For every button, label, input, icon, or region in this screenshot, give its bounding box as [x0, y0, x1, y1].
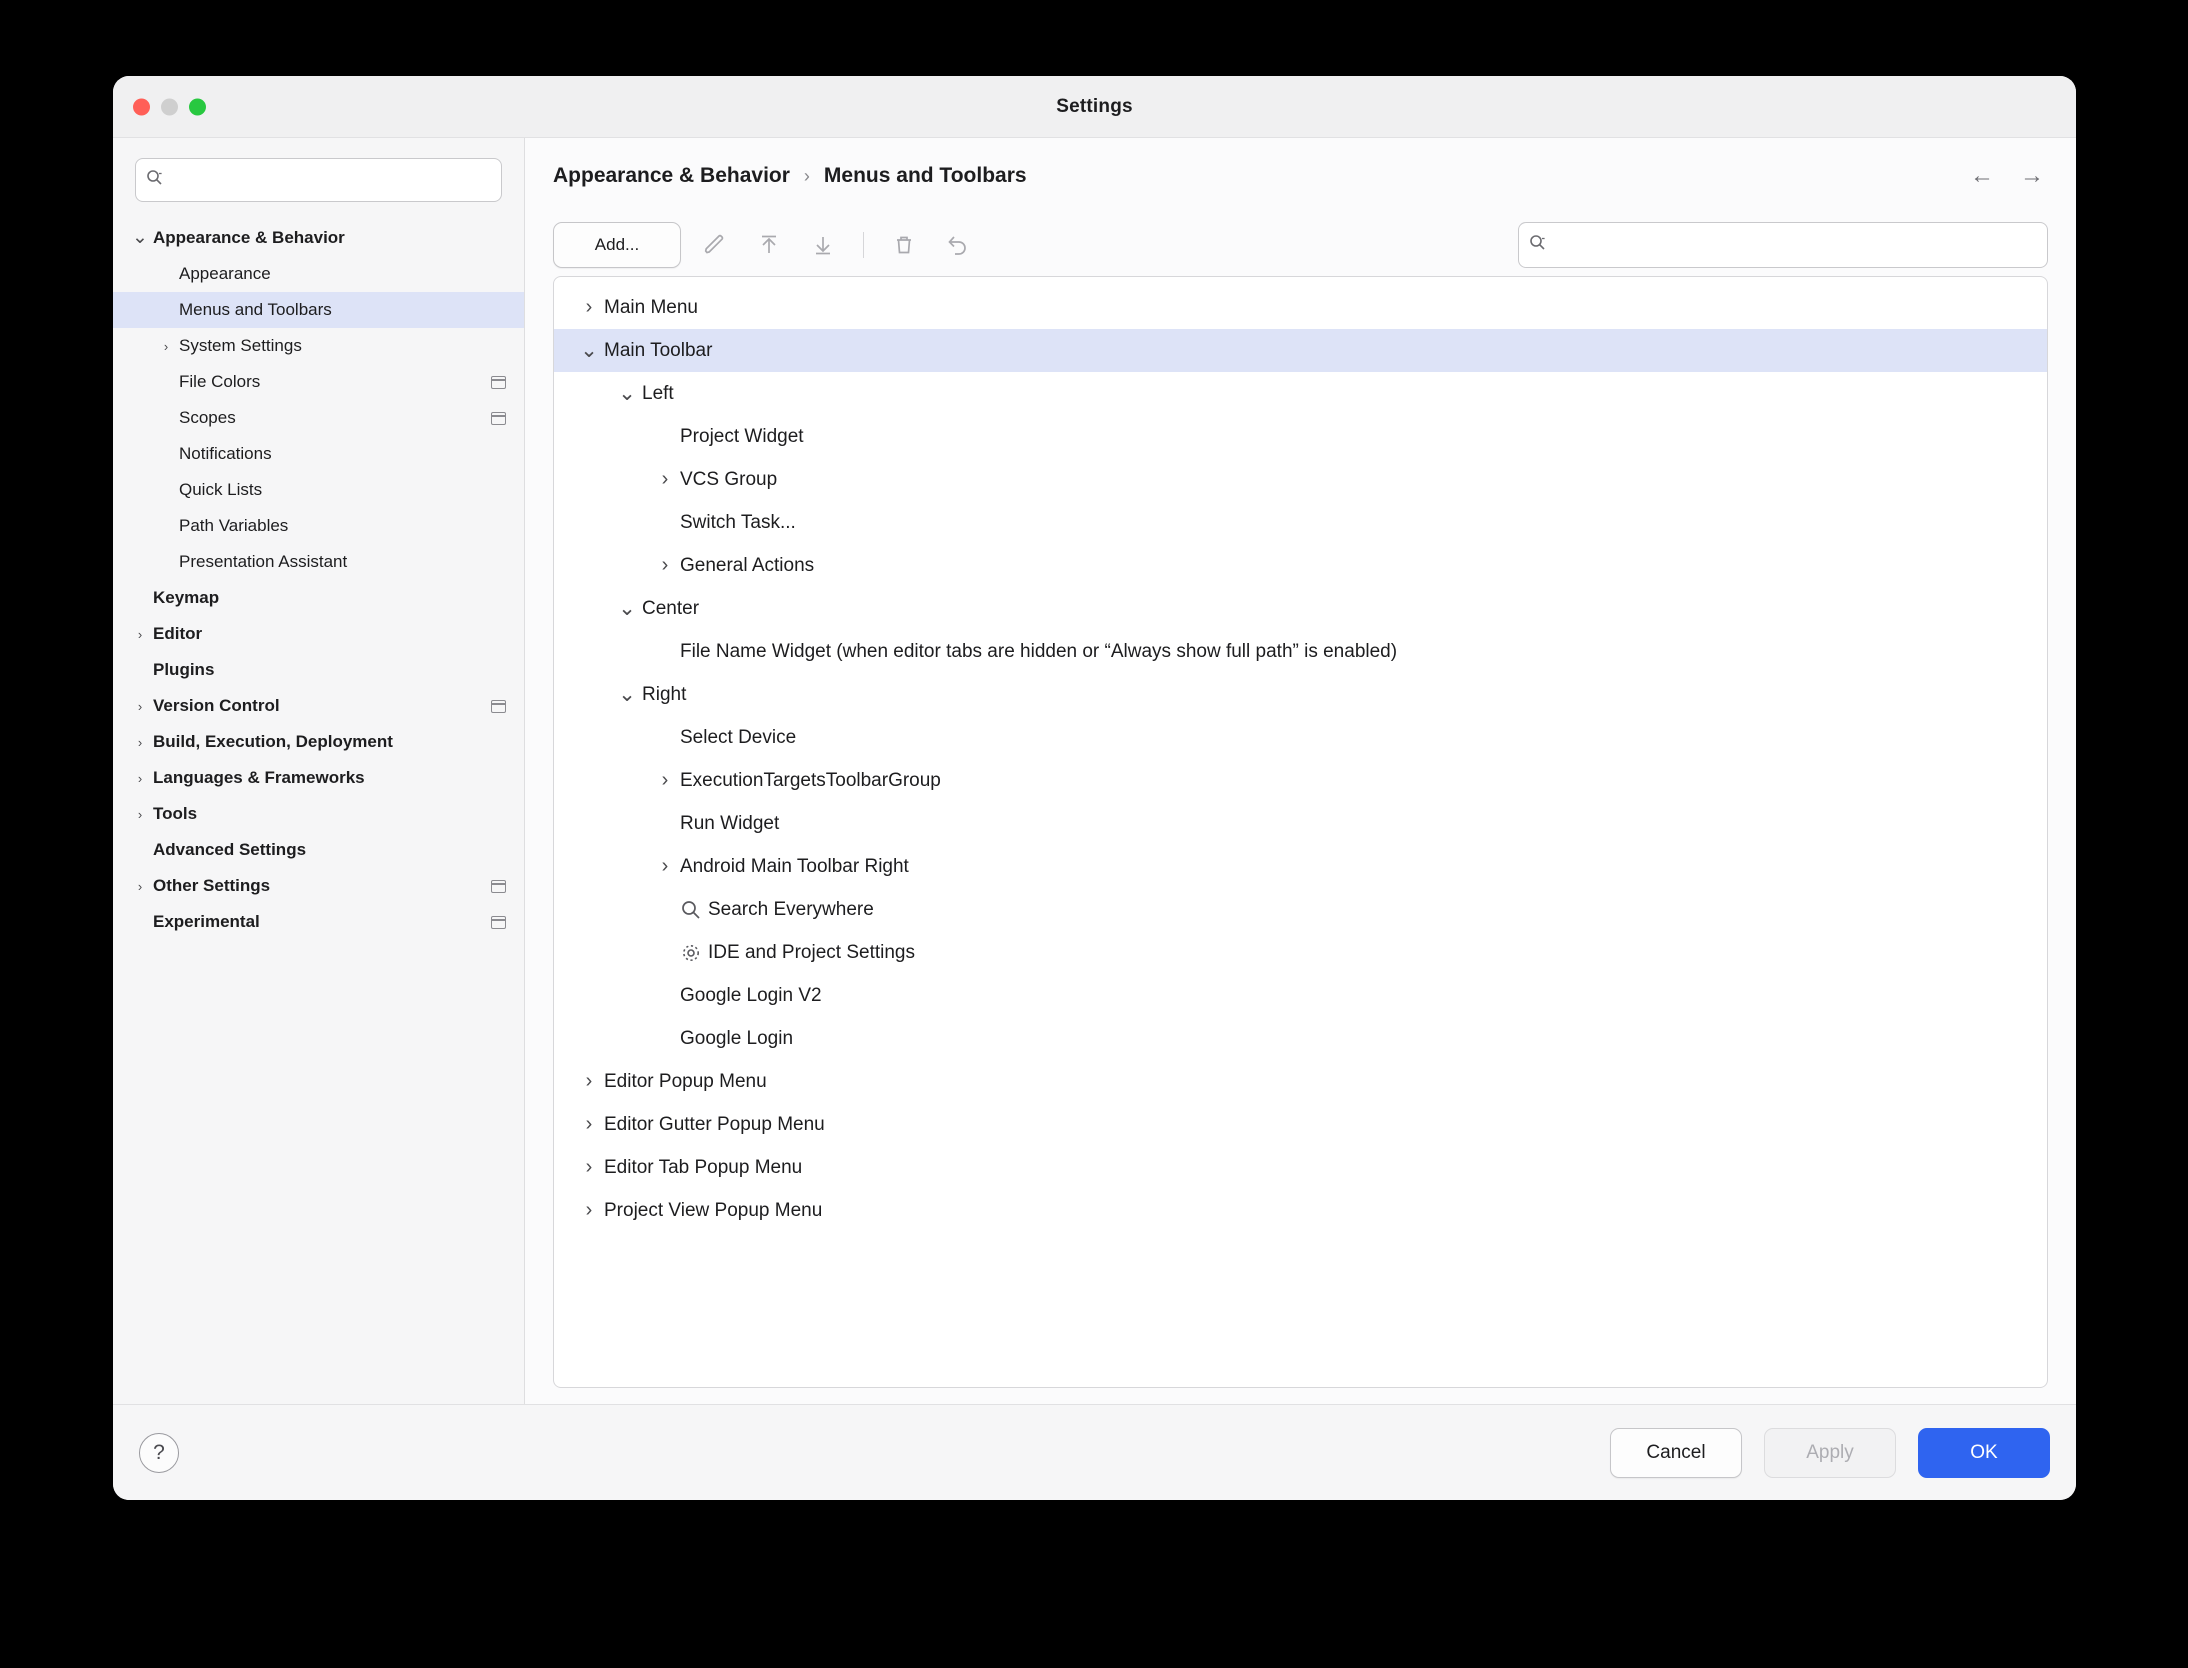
tree-row[interactable]	[554, 1103, 2047, 1146]
breadcrumb-nav-arrows	[1970, 162, 2044, 190]
sidebar-item-label: Tools	[153, 804, 198, 823]
ok-button[interactable]: OK	[1918, 1428, 2050, 1478]
sidebar-item-label: Version Control	[153, 696, 280, 715]
sidebar-item-label: Appearance	[179, 264, 271, 283]
breadcrumb	[553, 138, 2048, 214]
sidebar-item-label: Other Settings	[153, 876, 271, 895]
sidebar-item-label: Editor	[153, 624, 203, 643]
edit-pencil-icon[interactable]	[695, 225, 735, 265]
tree-row-label: Editor Gutter Popup Menu	[604, 1113, 825, 1135]
project-scope-badge-icon	[491, 412, 506, 425]
tree-row[interactable]	[554, 716, 2047, 759]
minimize-window-button[interactable]	[161, 98, 178, 115]
chevron-right-icon[interactable]: ›	[585, 1070, 593, 1092]
tree-row-label: Switch Task...	[680, 511, 796, 533]
tree-row[interactable]	[554, 329, 2047, 372]
sidebar-item-label: Menus and Toolbars	[179, 300, 332, 319]
sidebar-item-label: Appearance & Behavior	[153, 228, 345, 247]
tree-row[interactable]	[554, 286, 2047, 329]
sidebar-item-label: Path Variables	[179, 516, 289, 535]
search-icon	[1529, 234, 1546, 256]
toolbar-divider	[863, 232, 864, 258]
chevron-right-icon[interactable]: ›	[661, 855, 669, 877]
tree-row-label: Google Login	[680, 1027, 794, 1049]
search-icon	[680, 899, 708, 921]
chevron-down-icon[interactable]: ⌄	[618, 382, 636, 405]
sidebar-item-plugins[interactable]	[113, 652, 524, 688]
sidebar-item-system-settings[interactable]	[113, 328, 524, 364]
breadcrumb-root[interactable]: Appearance & Behavior	[553, 164, 790, 187]
tree-row-label: Project Widget	[680, 425, 804, 447]
tree-search-input[interactable]	[1552, 235, 2037, 255]
chevron-right-icon[interactable]: ›	[137, 626, 143, 642]
breadcrumb-separator-icon: ›	[803, 165, 810, 186]
window-titlebar	[113, 76, 2076, 138]
chevron-right-icon[interactable]: ›	[661, 554, 669, 576]
tree-row-label: Main Menu	[604, 296, 698, 318]
settings-window	[113, 76, 2076, 1500]
sidebar-item-appearance[interactable]	[113, 256, 524, 292]
chevron-right-icon[interactable]: ›	[585, 1113, 593, 1135]
tree-row[interactable]	[554, 630, 2047, 673]
sidebar-item-label: Keymap	[153, 588, 220, 607]
sidebar-search-wrapper	[113, 138, 524, 212]
chevron-right-icon[interactable]: ›	[137, 734, 143, 750]
tree-row-label: Select Device	[680, 726, 797, 748]
tree-row[interactable]	[554, 802, 2047, 845]
chevron-right-icon[interactable]: ›	[661, 769, 669, 791]
traffic-lights	[133, 98, 206, 115]
tree-row[interactable]	[554, 974, 2047, 1017]
sidebar-item-label: File Colors	[179, 372, 261, 391]
sidebar-item-languages-frameworks[interactable]	[113, 760, 524, 796]
sidebar-search-box[interactable]	[135, 158, 502, 202]
settings-sidebar	[113, 138, 525, 1404]
tree-row[interactable]	[554, 888, 2047, 931]
chevron-right-icon[interactable]: ›	[163, 338, 169, 354]
project-scope-badge-icon	[491, 700, 506, 713]
close-window-button[interactable]	[133, 98, 150, 115]
sidebar-item-menus-and-toolbars[interactable]	[113, 292, 524, 328]
chevron-right-icon[interactable]: ›	[137, 698, 143, 714]
sidebar-item-experimental[interactable]	[113, 904, 524, 940]
tree-row[interactable]	[554, 415, 2047, 458]
chevron-down-icon[interactable]: ⌄	[618, 597, 636, 620]
tree-toolbar	[553, 214, 2048, 276]
tree-row[interactable]	[554, 1146, 2047, 1189]
settings-main-panel	[525, 138, 2076, 1404]
chevron-right-icon[interactable]: ›	[585, 1156, 593, 1178]
sidebar-item-label: Build, Execution, Deployment	[153, 732, 393, 751]
tree-row[interactable]	[554, 845, 2047, 888]
sidebar-item-notifications[interactable]	[113, 436, 524, 472]
maximize-window-button[interactable]	[189, 98, 206, 115]
tree-row-label: Android Main Toolbar Right	[680, 855, 909, 877]
chevron-right-icon[interactable]: ›	[585, 1199, 593, 1221]
sidebar-item-file-colors[interactable]	[113, 364, 524, 400]
sidebar-item-label: Plugins	[153, 660, 215, 679]
project-scope-badge-icon	[491, 376, 506, 389]
sidebar-item-keymap[interactable]	[113, 580, 524, 616]
sidebar-item-tools[interactable]	[113, 796, 524, 832]
help-button[interactable]: ?	[139, 1433, 179, 1473]
sidebar-item-label: Presentation Assistant	[179, 552, 348, 571]
project-scope-badge-icon	[491, 916, 506, 929]
sidebar-item-appearance-behavior[interactable]	[113, 220, 524, 256]
tree-row-label: Editor Popup Menu	[604, 1070, 767, 1092]
arrow-right-icon[interactable]: →	[2020, 162, 2044, 189]
tree-row[interactable]	[554, 673, 2047, 716]
gear-icon	[680, 942, 708, 964]
tree-row[interactable]	[554, 931, 2047, 974]
sidebar-item-version-control[interactable]	[113, 688, 524, 724]
move-up-icon[interactable]	[749, 225, 789, 265]
chevron-down-icon[interactable]: ⌄	[132, 227, 148, 248]
add-button[interactable]: Add...	[553, 222, 681, 268]
tree-row-label: Right	[642, 683, 687, 705]
chevron-right-icon[interactable]: ›	[661, 468, 669, 490]
tree-row-label: General Actions	[680, 554, 815, 576]
chevron-right-icon[interactable]: ›	[137, 806, 143, 822]
sidebar-item-other-settings[interactable]	[113, 868, 524, 904]
tree-row[interactable]	[554, 544, 2047, 587]
tree-row-label: VCS Group	[680, 468, 778, 490]
dialog-footer	[113, 1404, 2076, 1500]
restore-revert-icon[interactable]	[938, 225, 978, 265]
tree-row-label: ExecutionTargetsToolbarGroup	[680, 769, 941, 791]
breadcrumb-current: Menus and Toolbars	[823, 164, 1027, 187]
tree-row-label: Center	[642, 597, 700, 619]
tree-row-label: Project View Popup Menu	[604, 1199, 823, 1221]
sidebar-item-build-execution-deployment[interactable]	[113, 724, 524, 760]
menus-and-toolbars-tree[interactable]	[553, 276, 2048, 1388]
window-body	[113, 138, 2076, 1404]
sidebar-item-label: Quick Lists	[179, 480, 263, 499]
sidebar-item-label: Advanced Settings	[153, 840, 307, 859]
tree-row[interactable]	[554, 1189, 2047, 1232]
tree-row-label: Main Toolbar	[604, 339, 713, 361]
sidebar-item-label: Languages & Frameworks	[153, 768, 365, 787]
tree-row[interactable]	[554, 1017, 2047, 1060]
tree-row[interactable]	[554, 372, 2047, 415]
sidebar-item-quick-lists[interactable]	[113, 472, 524, 508]
delete-trash-icon[interactable]	[884, 225, 924, 265]
tree-row-label: Editor Tab Popup Menu	[604, 1156, 803, 1178]
tree-search-box[interactable]	[1518, 222, 2048, 268]
tree-row-label: Run Widget	[680, 812, 780, 834]
project-scope-badge-icon	[491, 880, 506, 893]
apply-button: Apply	[1764, 1428, 1896, 1478]
move-down-icon[interactable]	[803, 225, 843, 265]
sidebar-item-editor[interactable]	[113, 616, 524, 652]
sidebar-item-path-variables[interactable]	[113, 508, 524, 544]
tree-row-label: Left	[642, 382, 674, 404]
sidebar-item-scopes[interactable]	[113, 400, 524, 436]
footer-buttons	[1610, 1428, 2050, 1478]
tree-row-label: File Name Widget (when editor tabs are hidden or “Always show full path” is enabled)	[680, 640, 1398, 662]
chevron-down-icon[interactable]: ⌄	[618, 683, 636, 706]
tree-row[interactable]	[554, 501, 2047, 544]
sidebar-search-input[interactable]	[169, 170, 491, 190]
window-title: Settings	[1056, 95, 1133, 117]
sidebar-item-advanced-settings[interactable]	[113, 832, 524, 868]
cancel-button[interactable]: Cancel	[1610, 1428, 1742, 1478]
sidebar-item-label: Scopes	[179, 408, 236, 427]
sidebar-item-label: Notifications	[179, 444, 272, 463]
sidebar-tree	[113, 220, 524, 940]
arrow-left-icon[interactable]: ←	[1970, 162, 1994, 189]
tree-row[interactable]	[554, 587, 2047, 630]
tree-row[interactable]	[554, 759, 2047, 802]
tree-row[interactable]	[554, 1060, 2047, 1103]
tree-row-label: Search Everywhere	[708, 898, 874, 920]
sidebar-item-label: System Settings	[179, 336, 302, 355]
tree-row-label: Google Login V2	[680, 984, 822, 1006]
sidebar-item-label: Experimental	[153, 912, 260, 931]
tree-row[interactable]	[554, 458, 2047, 501]
chevron-down-icon[interactable]: ⌄	[580, 339, 598, 362]
sidebar-item-presentation-assistant[interactable]	[113, 544, 524, 580]
tree-row-label: IDE and Project Settings	[708, 941, 915, 963]
chevron-right-icon[interactable]: ›	[585, 296, 593, 318]
chevron-right-icon[interactable]: ›	[137, 878, 143, 894]
search-icon	[146, 169, 163, 191]
chevron-right-icon[interactable]: ›	[137, 770, 143, 786]
